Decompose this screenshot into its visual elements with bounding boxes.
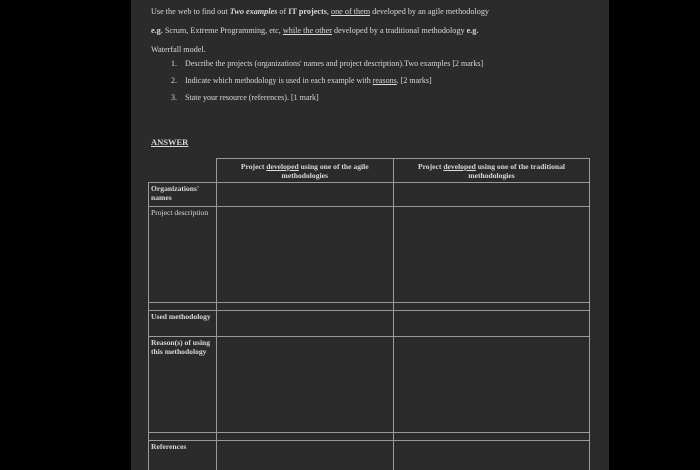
instruction-emphasis: IT projects	[288, 7, 327, 16]
table-spacer-row	[149, 303, 590, 311]
table-spacer-row	[149, 433, 590, 441]
instruction-line-3: Waterfall model.	[151, 45, 206, 54]
spacer-cell	[149, 303, 217, 311]
table-row	[149, 207, 590, 303]
traditional-column-header	[393, 159, 589, 183]
task-text: . [2 marks]	[396, 76, 432, 85]
spacer-cell	[393, 303, 589, 311]
agile-reasons-cell[interactable]	[216, 337, 393, 433]
agile-description-cell[interactable]	[216, 207, 393, 303]
task-text: Indicate which methodology is used in each example with	[185, 76, 373, 85]
task-underline: reasons	[372, 76, 397, 85]
table-row	[149, 311, 590, 337]
answer-table	[148, 158, 590, 470]
instruction-text: developed by an agile methodology	[370, 7, 490, 16]
table-corner-cell	[149, 159, 217, 183]
table-row	[149, 337, 590, 433]
instruction-emphasis: Two examples	[229, 7, 278, 16]
traditional-description-cell[interactable]	[393, 207, 589, 303]
instruction-emphasis: e.g.	[151, 26, 163, 35]
header-underline: developed	[443, 161, 476, 171]
table-row	[149, 183, 590, 207]
instruction-underline: while the other	[282, 26, 332, 35]
agile-column-header	[216, 159, 393, 183]
instruction-text: Scrum, Extreme Programming, etc,	[162, 26, 283, 35]
task-item	[171, 89, 483, 106]
table-row	[149, 441, 590, 470]
agile-references-cell[interactable]	[216, 441, 393, 470]
spacer-cell	[393, 433, 589, 441]
traditional-reasons-cell[interactable]	[393, 337, 589, 433]
organizations-label: Organizations' names	[149, 183, 217, 207]
header-underline: developed	[266, 161, 299, 171]
traditional-methodology-cell[interactable]	[393, 311, 589, 337]
instruction-text: ,	[326, 7, 331, 16]
task-number: 2.	[171, 76, 177, 85]
reasons-label: Reason(s) of using this methodology	[149, 337, 217, 433]
task-text: Describe the projects (organizations' names and project description).Two examples [2 marks]	[185, 59, 484, 68]
task-number: 1.	[171, 59, 177, 68]
spacer-cell	[216, 433, 393, 441]
header-text: using one of the traditional methodologies	[468, 161, 566, 180]
instruction-emphasis: e.g.	[466, 26, 479, 35]
table-header-row	[149, 159, 590, 183]
task-item	[171, 55, 483, 72]
agile-organizations-cell[interactable]	[216, 183, 393, 207]
instruction-text: Use the web to find out	[151, 7, 230, 16]
used-methodology-label: Used methodology	[149, 311, 217, 337]
assignment-instructions	[151, 2, 591, 59]
header-text: using one of the agile methodologies	[281, 161, 369, 180]
task-list	[171, 55, 483, 106]
task-number: 3.	[171, 93, 177, 102]
traditional-organizations-cell[interactable]	[393, 183, 589, 207]
references-label: References	[149, 441, 217, 470]
spacer-cell	[216, 303, 393, 311]
spacer-cell	[149, 433, 217, 441]
instruction-underline: one of them	[330, 7, 371, 16]
agile-methodology-cell[interactable]	[216, 311, 393, 337]
instruction-line-1	[151, 2, 591, 21]
task-item	[171, 72, 483, 89]
traditional-references-cell[interactable]	[393, 441, 589, 470]
document-page	[131, 0, 609, 470]
instruction-text: of	[277, 7, 289, 16]
answer-heading: ANSWER	[151, 137, 189, 147]
task-text: State your resource (references). [1 mark]	[185, 93, 319, 102]
instruction-text: developed by a traditional methodology	[332, 26, 467, 35]
description-label: Project description	[149, 207, 217, 303]
header-text: Project	[240, 161, 267, 171]
header-text: Project	[417, 161, 444, 171]
instruction-line-2	[151, 21, 591, 40]
